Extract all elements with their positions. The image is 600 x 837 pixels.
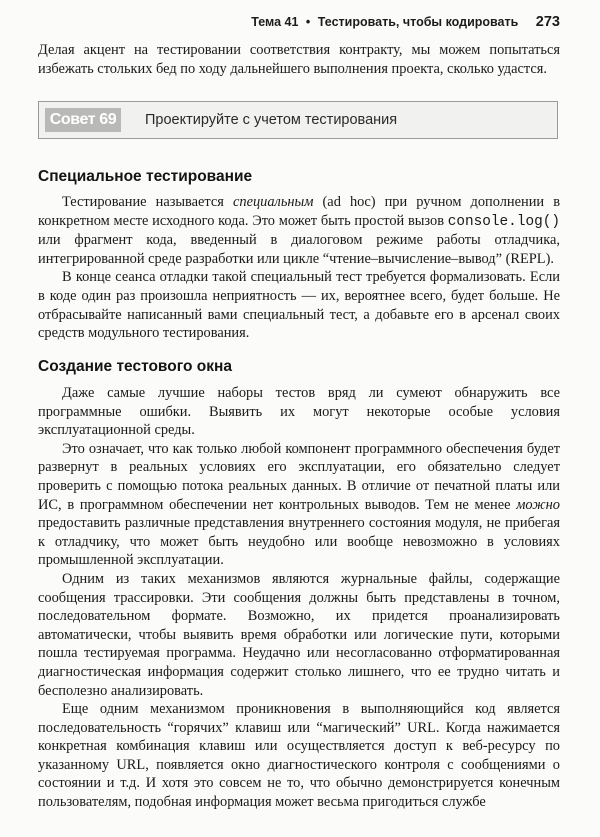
text-run: Тестирование называется [62, 194, 233, 210]
intro-block [38, 41, 560, 78]
paragraph: В конце сеанса отладки такой специальный тест требуется формализовать. Если в коде один раз произошла неприятность — их, вероятнее всего, будет больше. Не отбрасывайте написанный вами специальный тест, а добавьте его в арсенал своих средств модульного тестирования. [38, 269, 560, 342]
paragraph: Еще одним механизмом проникновения в выполняющийся код является последовательность “горячих” клавиш или “магический” URL. Когда нажимается конкретная комбинация клавиш или осуществляется доступ к веб-ресурсу по указанному URL, появляется окно диагностического контроля с сообщениями о состоянии и т.д. И хотя это совсем не то, что обычно демонстрируется конечным пользователям, подобная информация может весьма пригодиться службе [38, 701, 560, 811]
paragraph: Даже самые лучшие наборы тестов вряд ли сумеют обнаружить все программные ошибки. Выявить их могут некоторые особые условия эксплуатационной среды. [38, 385, 560, 439]
text-run: (ad hoc) при ручном дополнении в конкретном месте исходного кода. Это может быть простой вызов [38, 194, 560, 229]
paragraph [38, 440, 560, 570]
tip-label: Совет 69 [45, 108, 121, 132]
inline-code: console.log() [447, 213, 560, 230]
section-heading-test-window: Создание тестового окна [38, 358, 232, 375]
topic-label: Тема 41 [251, 15, 299, 29]
emphasis-text: специальным [232, 194, 314, 210]
section-special-testing [38, 193, 560, 343]
topic-separator: • [305, 15, 311, 29]
tip-text: Проектируйте с учетом тестирования [145, 112, 398, 128]
text-run: Это означает, что как только любой компонент программного обеспечения будет развернут в реальных условиях его эксплуатации, его обязательно следует проверить с помощью потока реальных данных. В отличие от печатной платы или ИС, в программном обеспечении нет контрольных выводов. Тем не менее [38, 440, 560, 513]
intro-paragraph: Делая акцент на тестировании соответствия контракту, мы можем попытаться избежать стольких бед по ходу дальнейшего выполнения проекта, сколько удастся. [38, 42, 560, 77]
text-run: или фрагмент кода, введенный в диалоговом режиме работы отладчика, интегрированной среде разработки или цикле “чтение–вычисление–вывод” (REPL). [38, 232, 560, 267]
running-head [251, 14, 560, 30]
topic-title: Тестировать, чтобы кодировать [317, 15, 519, 29]
paragraph: Одним из таких механизмов являются журнальные файлы, содержащие сообщения трассировки. Эти сообщения должны быть представлены в точном, последовательном формате. Возможно, их придется проанализировать автоматически, чтобы выявить время обработки или логические пути, которыми пошла тестируемая программа. Неудачно или несогласованно отформатированная диагностическая информация содержит столько лишнего, что ее трудно читать и бесполезно анализировать. [38, 570, 560, 699]
paragraph [38, 193, 560, 268]
page-number: 273 [535, 14, 560, 30]
emphasis-text: можно [516, 496, 560, 513]
tip-box [38, 101, 558, 139]
section-test-window [38, 384, 560, 812]
text-run: предоставить различные представления внутреннего состояния модуля, не прибегая к отладчику, что может быть неудобно или вообще невозможно в условиях промышленной эксплуатации. [38, 515, 560, 569]
section-heading-special-testing: Специальное тестирование [38, 168, 253, 185]
